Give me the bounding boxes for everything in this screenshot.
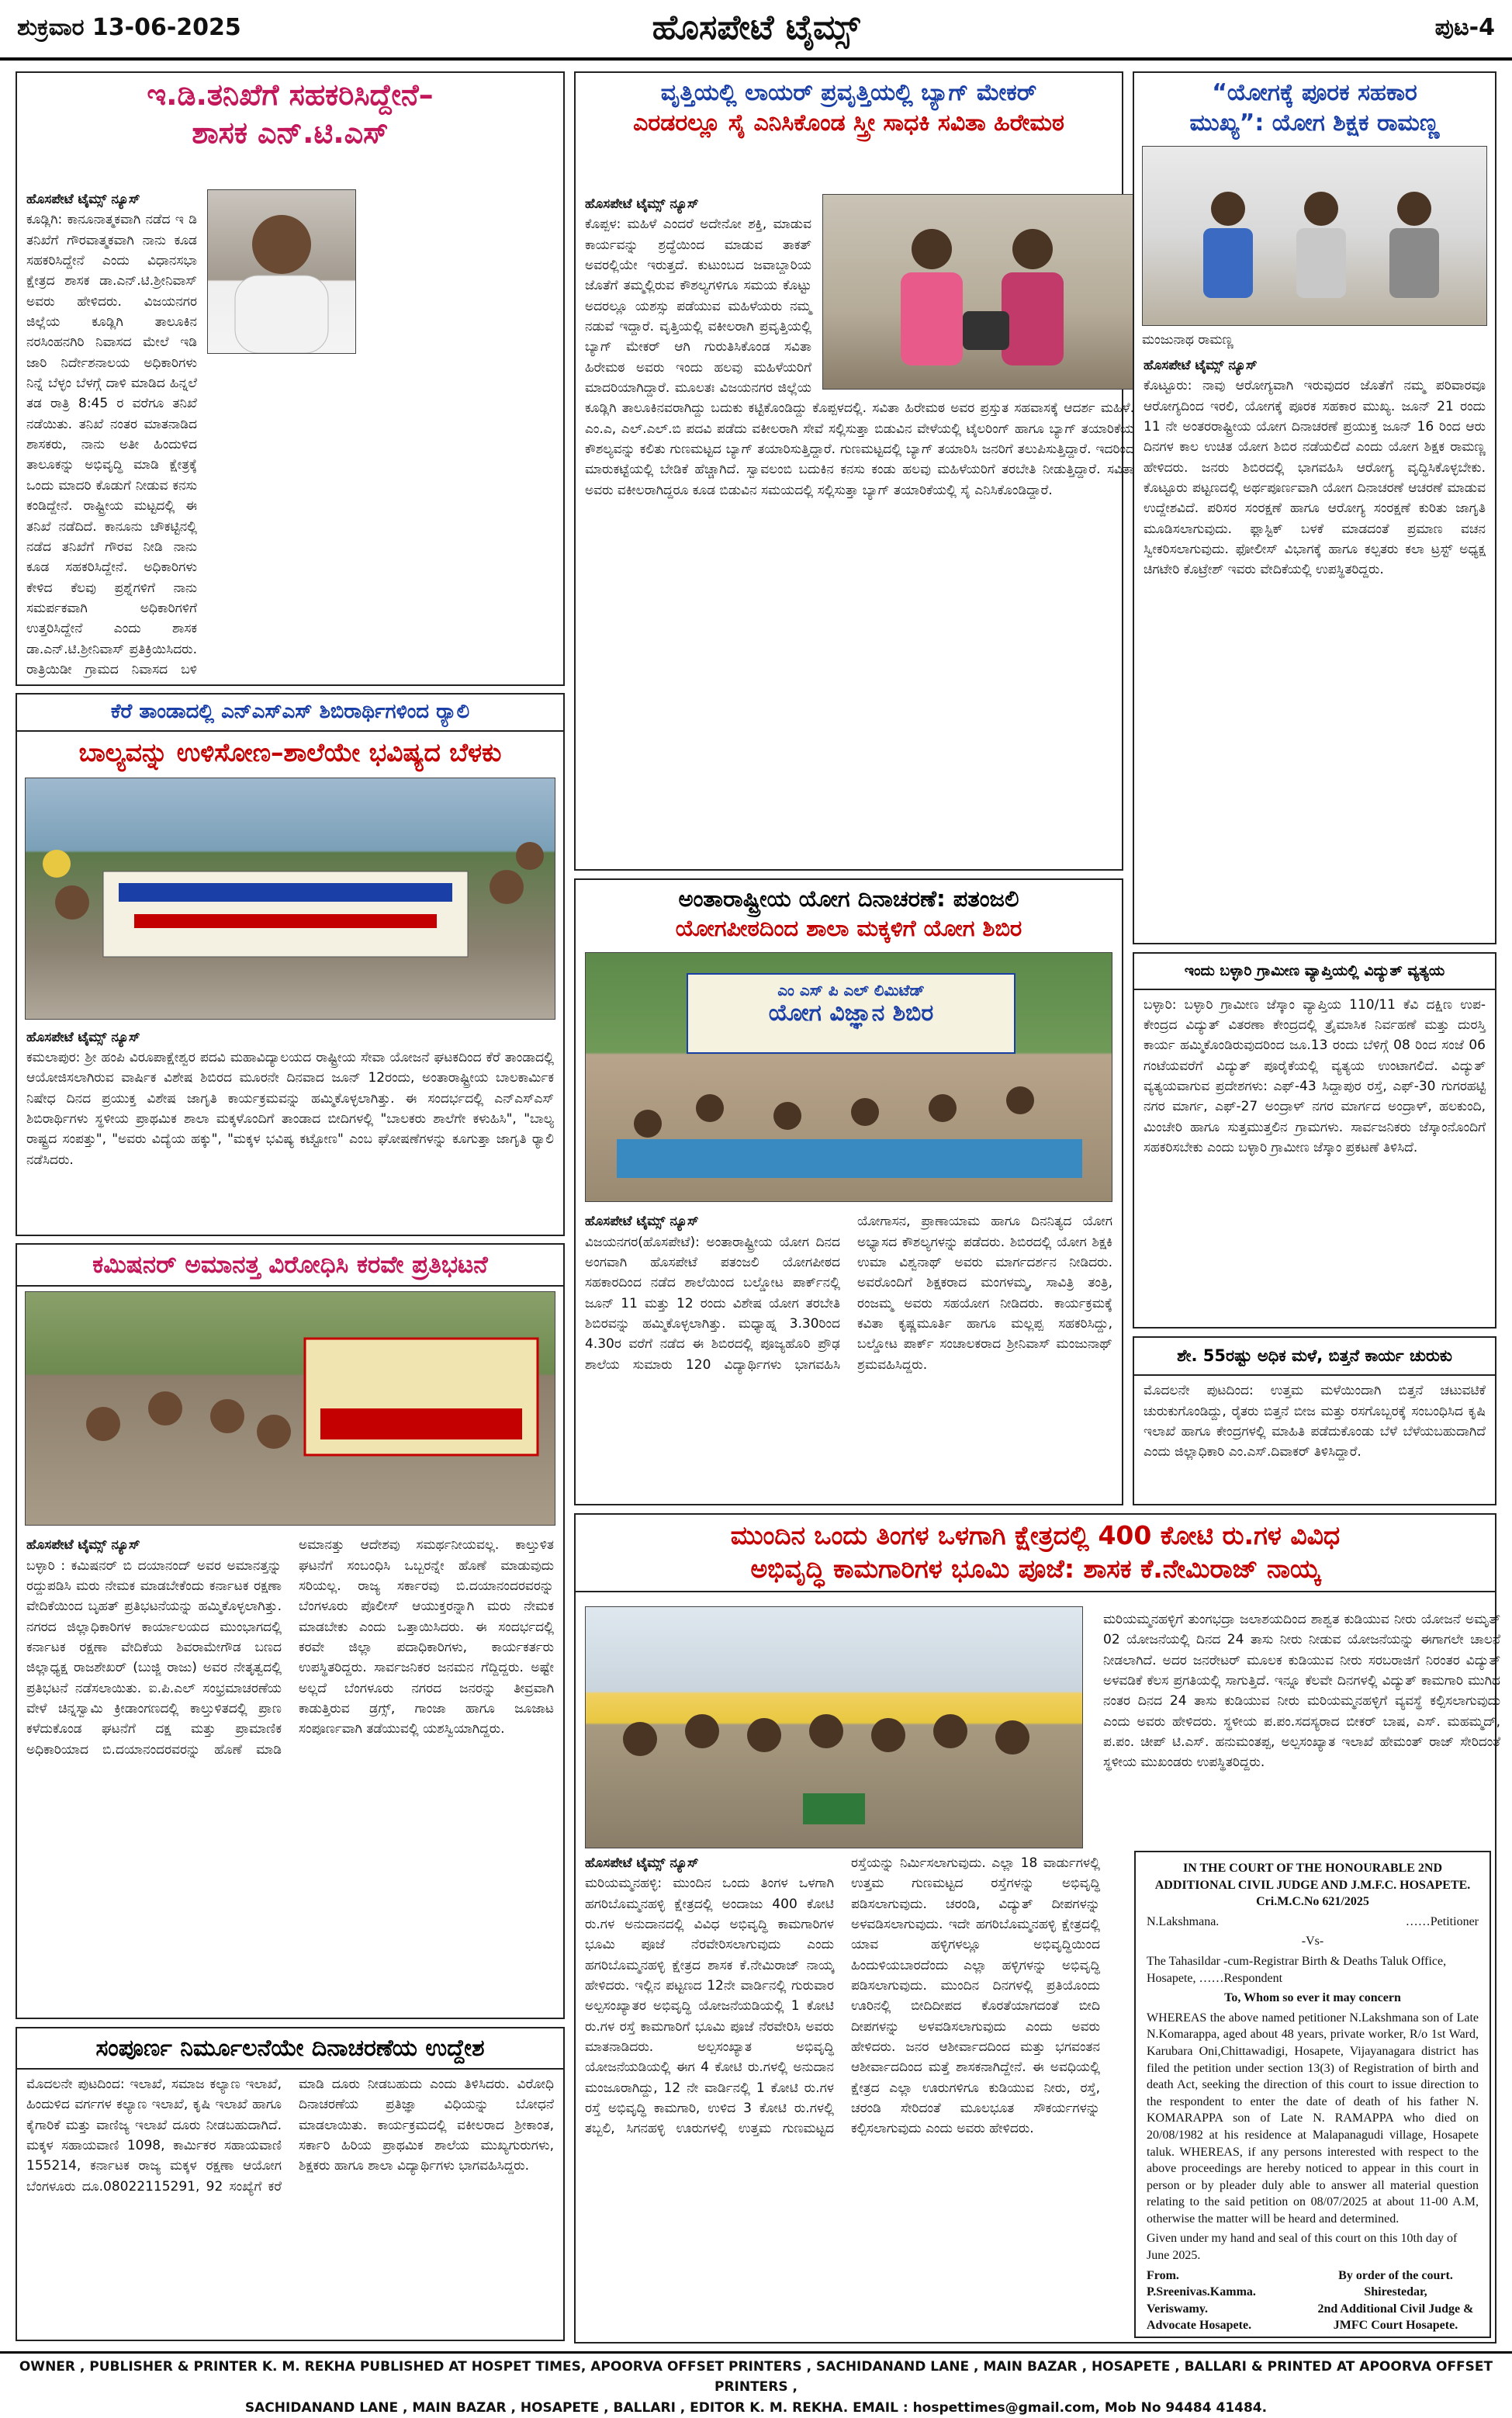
article-rainfall (1133, 1336, 1496, 1505)
photo-bhoomi-pooja (585, 1606, 1083, 1848)
headline: “ಯೋಗಕ್ಕೆ ಪೂರಕ ಸಹಕಾರ ಮುಖ್ಯ”: ಯೋಗ ಶಿಕ್ಷಕ ರಾಮಣ್ಣ (1189, 79, 1440, 137)
versus: -Vs- (1301, 1935, 1324, 1949)
headline: ವೃತ್ತಿಯಲ್ಲಿ ಲಾಯರ್ ಪ್ರವೃತ್ತಿಯಲ್ಲಿ ಬ್ಯಾಗ್ ಮೇಕರ್ ಎರಡರಲ್ಲೂ ಸೈ ಎನಿಸಿಕೊಂಡ ಸ್ತ್ರೀ ಸಾಧಕಿ ಸವಿತಾ ಹಿರೇಮಠ (633, 79, 1064, 137)
to-whom: To, Whom so ever it may concern (1224, 1991, 1401, 2005)
yoga-teacher-illustration (1143, 147, 1487, 325)
court-name: IN THE COURT OF THE HONOURABLE 2ND ADDITIONAL CIVIL JUDGE AND J.M.F.C. HOSAPETE. (1154, 1862, 1471, 1892)
article-body-left (576, 1848, 1109, 2350)
respondent-line (1147, 1953, 1479, 1987)
article-nss-rally (16, 693, 565, 1236)
notice-body: WHEREAS the above named petitioner N.Lakshmana son of Late N.Komarappa, aged about 48 years, private worker, R/o 1st Ward, Karubara Oni,Chittawadigi, Hosapete, Vijayanagara district has filed the petition under section 13(3) of Registration of birth and death Act, seeking the direction of this court to issue direction to the respondent to enter the date of death of his father N. KOMARAPPA son of Late N. RAMAPPA who died on 20/08/1982 at his residence at Malapanagudi village, Hosapete taluk. WHEREAS, if any persons interested with respect to the above proceedings are hereby noticed to appear in this court in person or by pleader duly able to answer all material question relating to the said petition on 08/07/2025 at about 11-00 A.M, otherwise the matter will be heard and determined. (1147, 2011, 1479, 2226)
article-text: ಮೊದಲನೇ ಪುಟದಿಂದ: ಉತ್ತಮ ಮಳೆಯಿಂದಾಗಿ ಬಿತ್ತನೆ ಚಟುವಟಿಕೆ ಚುರುಕುಗೊಂಡಿದ್ದು, ರೈತರು ಬಿತ್ತನೆ ಬೀಜ ಮತ್ತು ರಸಗೊಬ್ಬರಕ್ಕೆ ಸಂಬಂಧಿಸಿದ ಕೃಷಿ ಇಲಾಖೆ ಹಾಗೂ ಕೇಂದ್ರಗಳಲ್ಲಿ ಮಾಹಿತಿ ಪಡೆದುಕೊಂಡು ಬೆಳೆ ಬೆಳೆಯಬಹುದಾಗಿದೆ ಎಂದು ಜಿಲ್ಲಾಧಿಕಾರಿ ಎಂ.ಎಸ್.ದಿವಾಕರ್ ತಿಳಿಸಿದ್ದಾರೆ. (1144, 1383, 1486, 1460)
article-text-far: ಮರಿಯಮ್ಮನಹಳ್ಳಿಗೆ ತುಂಗಭದ್ರಾ ಜಲಾಶಯದಿಂದ ಶಾಶ್ವತ ಕುಡಿಯುವ ನೀರು ಯೋಜನೆ ಅಮೃತ್ 02 ಯೋಜನೆಯಲ್ಲಿ ದಿನದ 24 ತಾಸು ನೀರು ನೀಡುವ ಯೋಜನೆಯನ್ನು ಈಗಾಗಲೇ ಚಾಲನೆ ನೀಡಲಾಗಿದೆ. ಅದರ ಜನರೇಟರ್ ಮೂಲಕ ಕುಡಿಯುವ ನೀರು ಸರಬರಾಜಿಗೆ ನಿರಂತರ ವಿದ್ಯುತ್ ಅಳವಡಿಕೆ ಕೆಲಸ ಪ್ರಗತಿಯಲ್ಲಿ ಸಾಗುತ್ತಿದೆ. ಇನ್ನೂ ಕೆಲವೇ ದಿನಗಳಲ್ಲಿ ವಿದ್ಯುತ್ ಕಾಮಗಾರಿ ಮುಗಿದ ನಂತರ ದಿನದ 24 ತಾಸು ಕುಡಿಯುವ ನೀರು ಮರಿಯಮ್ಮನಹಳ್ಳಿಗೆ ವ್ಯವಸ್ಥೆ ಕಲ್ಪಿಸಲಾಗುವುದು ಎಂದು ಅವರು ಹೇಳಿದರು. ಸ್ಥಳೀಯ ಪ.ಪಂ.ಸದಸ್ಯರಾದ ಬೀಕರ್ ಬಾಷ, ಎಸ್. ಮಹಮ್ಮದ್, ಪ.ಪಂ. ಚೀಪ್ ಟಿ.ಎಸ್. ಹನುಮಂತಪ್ಪ, ಅಲ್ಪಸಂಖ್ಯಾತ ಇಲಾಖೆ ಹೇಮಂತ್ ರಾಜ್ ಸೇರಿದಂತೆ ಸ್ಥಳೀಯ ಮುಖಂಡರು ಉಪಸ್ಥಿತರಿದ್ದರು. (1103, 1612, 1500, 1771)
article-body (17, 1023, 563, 1211)
yoga-group-illustration (586, 953, 1112, 1201)
article-text: ಮೊದಲನೇ ಪುಟದಿಂದ: ಇಲಾಖೆ, ಸಮಾಜ ಕಲ್ಯಾಣ ಇಲಾಖೆ, ಹಿಂದುಳಿದ ವರ್ಗಗಳ ಕಲ್ಯಾಣ ಇಲಾಖೆ, ಕೃಷಿ ಇಲಾಖೆ ಹಾಗೂ ಕೈಗಾರಿಕೆ ಮತ್ತು ವಾಣಿಜ್ಯ ಇಲಾಖೆ ದೂರು ನೀಡಬಹುದಾಗಿದೆ. ಮಕ್ಕಳ ಸಹಾಯವಾಣಿ 1098, ಕಾರ್ಮಿಕರ ಸಹಾಯವಾಣಿ 155214, ಕರ್ನಾಟಕ ರಾಜ್ಯ ಮಕ್ಕಳ ರಕ್ಷಣಾ ಆಯೋಗ ಬೆಂಗಳೂರು ದೂ.08022115291, 92 ಸಂಖ್ಯೆಗೆ ಕರೆ ಮಾಡಿ ದೂರು ನೀಡಬಹುದು ಎಂದು ತಿಳಿಸಿದರು. ವಿರೋಧಿ ದಿನಾಚರಣೆಯ ಪ್ರತಿಜ್ಞಾ ವಿಧಿಯನ್ನು ಬೋಧನೆ ಮಾಡಲಾಯಿತು. ಕಾರ್ಯಕ್ರಮದಲ್ಲಿ ವಕೀಲರಾದ ಶ್ರೀಕಾಂತ, ಸರ್ಕಾರಿ ಹಿರಿಯ ಪ್ರಾಥಮಿಕ ಶಾಲೆಯ ಮುಖ್ಯಗುರುಗಳು, ಶಿಕ್ಷಕರು ಹಾಗೂ ಶಾಲಾ ವಿದ್ಯಾರ್ಥಿಗಳು ಭಾಗವಹಿಸಿದ್ದರು. (26, 2077, 554, 2195)
headline: ಶೇ. 55ರಷ್ಟು ಅಧಿಕ ಮಳೆ, ಬಿತ್ತನೆ ಕಾರ್ಯ ಚುರುಕು (1134, 1338, 1495, 1376)
dateline: ಹೊಸಪೇಟೆ ಟೈಮ್ಸ್ ನ್ಯೂಸ್ (585, 1855, 699, 1871)
article-power-cut (1133, 952, 1496, 1329)
ceremony-illustration (586, 1607, 1082, 1848)
article-yoga-teacher (1133, 71, 1496, 944)
article-text: ಕೂಡ್ಲಿಗಿ: ಕಾನೂನಾತ್ಮಕವಾಗಿ ನಡೆದ ಇ ಡಿ ತನಿಖೆಗೆ ಗೌರವಾತ್ಮಕವಾಗಿ ನಾನು ಕೂಡ ಸಹಕರಿಸಿದ್ದೇನೆ ಎಂದು ವಿಧಾನಸಭಾ ಕ್ಷೇತ್ರದ ಶಾಸಕ ಡಾ.ಎನ್.ಟಿ.ಶ್ರೀನಿವಾಸ್ ಅವರು ಹೇಳಿದರು. ವಿಜಯನಗರ ಜಿಲ್ಲೆಯ ಕೂಡ್ಲಿಗಿ ತಾಲೂಕಿನ ನರಸಿಂಹನಗಿರಿ ನಿವಾಸದ ಮೇಲೆ ಇಡಿ ಜಾರಿ ನಿರ್ದೇಶನಾಲಯ ಅಧಿಕಾರಿಗಳು ನಿನ್ನೆ ಬೆಳ್ಳಂ ಬೆಳಗ್ಗೆ ದಾಳಿ ಮಾಡಿದ ಹಿನ್ನಲೆ ತಡ ರಾತ್ರಿ 8:45 ರ ವರೆಗೂ ತನಿಖೆ ನಡೆಯಿತು. ತನಿಖೆ ನಂತರ ಮಾತನಾಡಿದ ಶಾಸಕರು, ನಾನು ಅತೀ ಹಿಂದುಳಿದ ತಾಲೂಕನ್ನು ಅಭಿವೃದ್ಧಿ ಮಾಡಿ ಕ್ಷೇತ್ರಕ್ಕೆ ಒಂದು ಮಾದರಿ ಕೊಡುಗೆ ನೀಡುವ ಕನಸು ಕಂಡಿದ್ದೇನೆ. ರಾಷ್ಟ್ರೀಯ ಮಟ್ಟದಲ್ಲಿ ಈ ತನಿಖೆ ನಡೆದಿದೆ. ಕಾನೂನು ಚೌಕಟ್ಟಿನಲ್ಲಿ ನಡೆದ ತನಿಖೆಗೆ ಗೌರವ ನೀಡಿ ನಾನು ಕೂಡ ಸಹಕರಿಸಿದ್ದೇನೆ. ಅಧಿಕಾರಿಗಳು ಕೇಳಿದ ಕೆಲವು ಪ್ರಶ್ನೆಗಳಿಗೆ ನಾನು ಸಮರ್ಪಕವಾಗಿ ಅಧಿಕಾರಿಗಳಿಗೆ ಉತ್ತರಿಸಿದ್ದೇನೆ ಎಂದು ಶಾಸಕ ಡಾ.ಎನ್.ಟಿ.ಶ್ರೀನಿವಾಸ್ ಪ್ರತಿಕ್ರಿಯಿಸಿದರು. ರಾತ್ರಿಯಿಡೀ ಗ್ರಾಮದ ನಿವಾಸದ ಬಳಿ (26, 212, 197, 677)
petitioner-role: ……Petitioner (1405, 1914, 1479, 1928)
article-body (1134, 351, 1495, 934)
article-commissioner-protest (16, 1243, 565, 2019)
shiresteda: Shirestedar, (1364, 2285, 1427, 2299)
kicker: ಕೆರೆ ತಾಂಡಾದಲ್ಲಿ ಎನ್‌ಎಸ್‌ಎಸ್ ಶಿಬಿರಾರ್ಥಿಗಳಿಂದ ರ್‍ಯಾಲಿ (17, 695, 563, 732)
article-text: ಮರಿಯಮ್ಮನಹಳ್ಳಿ: ಮುಂದಿನ ಒಂದು ತಿಂಗಳ ಒಳಗಾಗಿ ಹಗರಿಬೊಮ್ಮನಹಳ್ಳಿ ಕ್ಷೇತ್ರದಲ್ಲಿ ಅಂದಾಜು 400 ಕೋಟಿ ರು.ಗಳ ಅನುದಾನದಲ್ಲಿ ವಿವಿಧ ಅಭಿವೃದ್ಧಿ ಕಾಮಗಾರಿಗಳ ಭೂಮಿ ಪೂಜೆ ನೆರವೇರಿಸಲಾಗುವುದು ಎಂದು ಹಗರಿಬೊಮ್ಮನಹಳ್ಳಿ ಕ್ಷೇತ್ರದ ಶಾಸಕ ಕೆ.ನೇಮಿರಾಜ್ ನಾಯ್ಕ ಹೇಳಿದರು. ಇಲ್ಲಿನ ಪಟ್ಟಣದ 12ನೇ ವಾರ್ಡಿನಲ್ಲಿ ಗುರುವಾರ ಅಲ್ಪಸಂಖ್ಯಾತರ ಅಭಿವೃದ್ಧಿ ಯೋಜನೆಯಡಿಯಲ್ಲಿ 1 ಕೋಟಿ ರು.ಗಳ ರಸ್ತೆ ಕಾಮಗಾರಿಗೆ ಭೂಮಿ ಪೂಜೆ ನೆರವೇರಿಸಿ ಅವರು ಮಾತನಾಡಿದರು. ಅಲ್ಪಸಂಖ್ಯಾತ ಅಭಿವೃದ್ಧಿ ಯೋಜನೆಯಡಿಯಲ್ಲಿ ಈಗ 4 ಕೋಟಿ ರು.ಗಳಲ್ಲಿ ಅನುದಾನ ಮಂಜೂರಾಗಿದ್ದು, 12 ನೇ ವಾರ್ಡಿನಲ್ಲಿ 1 ಕೋಟಿ ರು.ಗಳ ರಸ್ತೆ ಅಭಿವೃದ್ಧಿ ಕಾಮಗಾರಿ, ಉಳಿದ 3 ಕೋಟಿ ರು.ಗಳಲ್ಲಿ ತಬ್ಬಲಿ, ಸಿಗನಹಳ್ಳಿ ಊರುಗಳಲ್ಲಿ ಉತ್ತಮ ಗುಣಮಟ್ಟದ ರಸ್ತೆಯನ್ನು ನಿರ್ಮಿಸಲಾಗುವುದು. (585, 1855, 986, 2137)
dateline: ಹೊಸಪೇಟೆ ಟೈಮ್ಸ್ ನ್ಯೂಸ್ (26, 1537, 140, 1554)
photo-caption: ಮಂಜುನಾಥ ರಾಮಣ್ಣ (1142, 332, 1233, 348)
case-number: Cri.M.C.No 621/2025 (1256, 1895, 1369, 1909)
article-child-labour-day (16, 2027, 565, 2341)
headline: ಅಂತಾರಾಷ್ಟ್ರೀಯ ಯೋಗ ದಿನಾಚರಣೆ: ಪತಂಜಲಿ ಯೋಗಪೀಠದಿಂದ ಶಾಲಾ ಮಕ್ಕಳಿಗೆ ಯೋಗ ಶಿಬಿರ (675, 885, 1022, 941)
banner-company: ಎಂ ಎಸ್ ಪಿ ಎಲ್ ಲಿಮಿಟೆಡ್ (777, 981, 925, 1000)
advocate-name-2: Veriswamy. (1147, 2302, 1208, 2316)
dateline: ಹೊಸಪೇಟೆ ಟೈಮ್ಸ್ ನ್ಯೂಸ್ (26, 192, 140, 207)
article-body (17, 1530, 563, 2021)
banner-title: ಯೋಗ ವಿಜ್ಞಾನ ಶಿಬಿರ (768, 999, 934, 1027)
notice-given: Given under my hand and seal of this court on this 10th day of June 2025. (1147, 2232, 1458, 2263)
dateline: ಹೊಸಪೇಟೆ ಟೈಮ್ಸ್ ನ್ಯೂಸ್ (585, 196, 699, 212)
petitioner-line (1147, 1914, 1479, 1931)
protest-illustration (26, 1292, 555, 1525)
article-ed-probe (16, 71, 565, 686)
imprint-footer (0, 2351, 1512, 2416)
headline: ಮುಂದಿನ ಒಂದು ತಿಂಗಳ ಒಳಗಾಗಿ ಕ್ಷೇತ್ರದಲ್ಲಿ 400 ಕೋಟಿ ರು.ಗಳ ವಿವಿಧ ಅಭಿವೃದ್ಧಿ ಕಾಮಗಾರಿಗಳ ಭೂಮಿ ಪೂಜೆ: ಶಾಸಕ ಕೆ.ನೇಮಿರಾಜ್ ನಾಯ್ಕ (576, 1515, 1495, 1592)
headline: ಸಂಪೂರ್ಣ ನಿರ್ಮೂಲನೆಯೇ ದಿನಾಚರಣೆಯ ಉದ್ದೇಶ (17, 2028, 563, 2070)
headline: ಕಮಿಷನರ್ ಅಮಾನತ್ತ ವಿರೋಧಿಸಿ ಕರವೇ ಪ್ರತಿಭಟನೆ (17, 1245, 563, 1287)
issue-date: ಶುಕ್ರವಾರ 13-06-2025 (17, 14, 241, 41)
advocate-name-1: P.Sreenivas.Kamma. (1147, 2285, 1256, 2299)
headline: ಇ.ಡಿ.ತನಿಖೆಗೆ ಸಹಕರಿಸಿದ್ದೇನೆ– ಶಾಸಕ ಎನ್.ಟಿ.ಎಸ್ (147, 78, 434, 151)
signature-block (1147, 2267, 1479, 2334)
article-text: ಕೊಟ್ಟೂರು: ನಾವು ಆರೋಗ್ಯವಾಗಿ ಇರುವುದರ ಜೊತೆಗೆ ನಮ್ಮ ಪರಿವಾರವೂ ಆರೋಗ್ಯದಿಂದ ಇರಲಿ, ಯೋಗಕ್ಕೆ ಪೂರಕ ಸಹಕಾರ ಮುಖ್ಯ. ಜೂನ್ 21 ರಂದು 11 ನೇ ಅಂತರರಾಷ್ಟ್ರೀಯ ಯೋಗ ದಿನಾಚರಣೆ ಪ್ರಯುಕ್ತ ಜೂನ್ 16 ರಿಂದ ಆರು ದಿನಗಳ ಕಾಲ ಉಚಿತ ಯೋಗ ಶಿಬಿರ ನಡೆಯಲಿದೆ ಎಂದು ಯೋಗ ಶಿಕ್ಷಕ ರಾಮಣ್ಣ ಹೇಳಿದರು. ಜನರು ಶಿಬಿರದಲ್ಲಿ ಭಾಗವಹಿಸಿ ಆರೋಗ್ಯ ವೃದ್ಧಿಸಿಕೊಳ್ಳಬೇಕು. ಕೊಟ್ಟೂರು ಪಟ್ಟಣದಲ್ಲಿ ಅರ್ಥಪೂರ್ಣವಾಗಿ ಯೋಗ ದಿನಾಚರಣೆ ಆಚರಣೆ ಮಾಡುವ ಉದ್ದೇಶವಿದೆ. ಪರಿಸರ ಸಂರಕ್ಷಣೆ ಹಾಗೂ ಆರೋಗ್ಯ ಸಂರಕ್ಷಣೆ ಕುರಿತು ಜಾಗೃತಿ ಮೂಡಿಸಲಾಗುವುದು. ಫ್ಲಾಸ್ಟಿಕ್ ಬಳಕೆ ಮಾಡದಂತೆ ಪ್ರಮಾಣ ವಚನ ಸ್ವೀಕರಿಸಲಾಗುವುದು. ಫೋಲೀಸ್ ವಿಭಾಗಕ್ಕೆ ಹಾಗೂ ಕಲ್ಪತರು ಕಲಾ ಟ್ರಸ್ಟ್ ಅಧ್ಯಕ್ಷ ಚಿಗಟೇರಿ ಕೊಟ್ರೇಶ್ ಇವರು ವೇದಿಕೆಯಲ್ಲಿ ಉಪಸ್ಥಿತರಿದ್ದರು. (1144, 378, 1486, 578)
photo-nss-rally (25, 778, 555, 1020)
article-text: ವಿಜಯನಗರ(ಹೊಸಪೇಟೆ): ಅಂತಾರಾಷ್ಟ್ರೀಯ ಯೋಗ ದಿನದ ಅಂಗವಾಗಿ ಹೊಸಪೇಟೆ ಪತಂಜಲಿ ಯೋಗಪೀಠದ ಸಹಕಾರದಿಂದ ನಡೆದ ಶಾಲೆಯಿಂದ ಬಲ್ಡೋಟ ಪಾರ್ಕ್‌ನಲ್ಲಿ ಜೂನ್ 11 ಮತ್ತು 12 ರಂದು ವಿಶೇಷ ಯೋಗ ತರಬೇತಿ ಶಿಬಿರವನ್ನು ಹಮ್ಮಿಕೊಳ್ಳಲಾಗಿತ್ತು. ಮಧ್ಯಾಹ್ನ 3.30ರಿಂದ 4.30ರ ವರೆಗೆ ನಡೆದ ಈ ಶಿಬಿರದಲ್ಲಿ ಪೂಜ್ಯಹೊರಿ ಪ್ರೌಢ ಶಾಲೆಯ ಸುಮಾರು 120 ವಿದ್ಯಾರ್ಥಿಗಳು ಭಾಗವಹಿಸಿ ಯೋಗಾಸನ, ಪ್ರಾಣಾಯಾಮ ಹಾಗೂ ದಿನನಿತ್ಯದ ಯೋಗ ಅಭ್ಯಾಸದ ಕೌಶಲ್ಯಗಳನ್ನು ಪಡೆದರು. ಶಿಬಿರದಲ್ಲಿ ಯೋಗ ಶಿಕ್ಷಕಿ ಉಮಾ ವಿಶ್ವನಾಥ್ ಅವರು ಮಾರ್ಗದರ್ಶನ ನೀಡಿದರು. ಅವರೊಂದಿಗೆ ಶಿಕ್ಷಕರಾದ ಮಂಗಳಮ್ಮ, ಸಾವಿತ್ರಿ ತಂತ್ರಿ, ರಂಜಮ್ಮ ಅವರು ಸಹಯೋಗ ನೀಡಿದರು. ಕಾರ್ಯಕ್ರಮಕ್ಕೆ ಕವಿತಾ ಕೃಷ್ಣಮೂರ್ತಿ ಹಾಗೂ ಮಲ್ಲಪ್ಪ ಸಹಕರಿಸಿದ್ದು, ಬಲ್ಡೋಟ ಪಾರ್ಕ್ ಸಂಚಾಲಕರಾದ ಶ್ರೀನಿವಾಸ್ ಮಂಜುನಾಥ್ ಶ್ರಮವಹಿಸಿದ್ದರು. (585, 1214, 1112, 1373)
article-body-right (1094, 1605, 1510, 1851)
court-notice (1134, 1851, 1491, 2338)
page-number: ಪುಟ-4 (1434, 14, 1495, 41)
rally-illustration (26, 778, 555, 1019)
headline: ಇಂದು ಬಳ್ಳಾರಿ ಗ್ರಾಮೀಣ ವ್ಯಾಪ್ತಿಯಲ್ಲಿ ವಿದ್ಯುತ್ ವ್ಯತ್ಯಯ (1134, 954, 1495, 990)
article-body (1134, 1376, 1495, 1502)
article-body (17, 2070, 563, 2335)
photo-yoga-teacher (1142, 146, 1487, 326)
advocate-place: Advocate Hosapete. (1147, 2319, 1252, 2333)
article-text: ಬಳ್ಳಾರಿ : ಕಮಿಷನರ್ ಬಿ ದಯಾನಂದ್ ಅವರ ಅಮಾನತ್ತನ್ನು ರದ್ದುಪಡಿಸಿ ಮರು ನೇಮಕ ಮಾಡಬೇಕೆಂದು ಕರ್ನಾಟಕ ರಕ್ಷಣಾ ವೇದಿಕೆಯಿಂದ ಬೃಹತ್ ಪ್ರತಿಭಟನೆಯನ್ನು ಹಮ್ಮಿಕೊಳ್ಳಲಾಗಿತ್ತು. ನಗರದ ಜಿಲ್ಲಾಧಿಕಾರಿಗಳ ಕಾರ್ಯಾಲಯದ ಮುಂಭಾಗದಲ್ಲಿ ಕರ್ನಾಟಕ ರಕ್ಷಣಾ ವೇದಿಕೆಯ ಶಿವರಾಮೇಗೌಡ ಬಣದ ಜಿಲ್ಲಾಧ್ಯಕ್ಷ ರಾಜಶೇಖರ್ (ಬುಜ್ಜಿ ರಾಜು) ಅವರ ನೇತೃತ್ವದಲ್ಲಿ ಪ್ರತಿಭಟನೆ ನಡೆಸಲಾಯಿತು. ಐ.ಪಿ.ಎಲ್ ಸಂಭ್ರಮಾಚರಣೆಯ ವೇಳೆ ಚಿನ್ನಸ್ವಾಮಿ ಕ್ರೀಡಾಂಗಣದಲ್ಲಿ ಕಾಲ್ತುಳಿತದಲ್ಲಿ ಪ್ರಾಣ ಕಳೆದುಕೊಂಡ ಘಟನೆಗೆ ದಕ್ಷ ಮತ್ತು ಪ್ರಾಮಾಣಿಕ ಅಧಿಕಾರಿಯಾದ ಬಿ.ದಯಾನಂದರವರನ್ನು ಹೊಣೆ ಮಾಡಿ ಅಮಾನತ್ತು ಆದೇಶವು ಸಮರ್ಥನೀಯವಲ್ಲ. ಕಾಲ್ತುಳಿತ ಘಟನೆಗೆ ಸಂಬಂಧಿಸಿ ಒಬ್ಬರನ್ನೇ ಹೊಣೆ ಮಾಡುವುದು ಸರಿಯಲ್ಲ. ರಾಜ್ಯ ಸರ್ಕಾರವು ಬಿ.ದಯಾನಂದರವರನ್ನು ಬೆಂಗಳೂರು ಪೊಲೀಸ್ ಆಯುಕ್ತರನ್ನಾಗಿ ಮರು ನೇಮಕ ಮಾಡಬೇಕು ಎಂದು ಒತ್ತಾಯಿಸಿದರು. ಈ ಸಂದರ್ಭದಲ್ಲಿ ಕರವೇ ಜಿಲ್ಲಾ ಪದಾಧಿಕಾರಿಗಳು, ಕಾರ್ಯಕರ್ತರು ಉಪಸ್ಥಿತರಿದ್ದರು. ಸಾರ್ವಜನಿಕರ ಜನಮನ ಗೆದ್ದಿದ್ದರು. ಅಷ್ಟೇ ಅಲ್ಲದೆ ಬೆಂಗಳೂರು ನಗರದ ಜನರನ್ನು ತೀವ್ರವಾಗಿ ಕಾಡುತ್ತಿರುವ ಡ್ರಗ್ಸ್, ಗಾಂಜಾ ಹಾಗೂ ಜೂಜಾಟ ಸಂಪೂರ್ಣವಾಗಿ ತಡೆಯುವಲ್ಲಿ ಯಶಸ್ವಿಯಾಗಿದ್ದರು. (26, 1537, 554, 1758)
masthead (0, 0, 1512, 61)
article-text: ಕೊಪ್ಪಳ: ಮಹಿಳೆ ಎಂದರೆ ಅದೇನೋ ಶಕ್ತಿ, ಮಾಡುವ ಕಾರ್ಯವನ್ನು ಶ್ರದ್ಧೆಯಿಂದ ಮಾಡುವ ತಾಕತ್ ಅವರಲ್ಲಿಯೇ ಇರುತ್ತದೆ. ಕುಟುಂಬದ ಜವಾಬ್ದಾರಿಯ ಜೊತೆಗೆ ತಮ್ಮಲ್ಲಿರುವ ಕೌಶಲ್ಯಗಳಿಗೂ ಸಮಯ ಕೊಟ್ಟು ಅದರಲ್ಲೂ ಯಶಸ್ಸು ಪಡೆಯುವ ಮಹಿಳೆಯರು ನಮ್ಮ ನಡುವೆ ಇದ್ದಾರೆ. ವೃತ್ತಿಯಲ್ಲಿ ವಕೀಲರಾಗಿ ಪ್ರವೃತ್ತಿಯಲ್ಲಿ ಬ್ಯಾಗ್ ಮೇಕರ್ ಆಗಿ ಗುರುತಿಸಿಕೊಂಡ ಸವಿತಾ ಹಿರೇಮಠ ಅವರು ಇಂದು ಹಲವು ಮಹಿಳೆಯರಿಗೆ ಮಾದರಿಯಾಗಿದ್ದಾರೆ. ಮೂಲತಃ ವಿಜಯನಗರ ಜಿಲ್ಲೆಯ ಕೂಡ್ಲಿಗಿ ತಾಲೂಕಿನವರಾಗಿದ್ದು ಬದುಕು ಕಟ್ಟಿಕೊಂಡಿದ್ದು ಕೊಪ್ಪಳದಲ್ಲಿ. ಸವಿತಾ ಹಿರೇಮಠ ಅವರ ಪ್ರಸ್ತುತ ಸಹವಾಸಕ್ಕೆ ಆದರ್ಶ ಮಹಿಳೆ. ಎಂ.ಎ, ಎಲ್.ಎಲ್.ಬಿ ಪದವಿ ಪಡೆದು ವಕೀಲರಾಗಿ ಸೇವೆ ಸಲ್ಲಿಸುತ್ತಾ ಬಿಡುವಿನ ವೇಳೆಯಲ್ಲಿ ಟೈಲರಿಂಗ್ ಹಾಗೂ ಬ್ಯಾಗ್ ತಯಾರಿಕೆಯ ಕೌಶಲ್ಯವನ್ನು ಕಲಿತು ಗುಣಮಟ್ಟದ ಬ್ಯಾಗ್ ತಯಾರಿಸುತ್ತಿದ್ದಾರೆ. ಗುಣಮಟ್ಟದಲ್ಲಿ ಬ್ಯಾಗ್ ತಯಾರಿಸಿ ಜನರಿಗೆ ತಲುಪಿಸುತ್ತಿದ್ದಾರೆ. ಇದರಿಂದ ಮಾರುಕಟ್ಟೆಯಲ್ಲಿ ಬೇಡಿಕೆ ಹೆಚ್ಚಾಗಿದೆ. ಸ್ವಾವಲಂಬಿ ಬದುಕಿನ ಕನಸು ಕಂಡು ಹಲವು ಮಹಿಳೆಯರಿಗೆ ತರಬೇತಿ ನೀಡುತ್ತಿದ್ದಾರೆ. ಸವಿತಾ ಅವರು ವಕೀಲರಾಗಿದ್ದರೂ ಕೂಡ ಬಿಡುವಿನ ಸಮಯದಲ್ಲಿ ಸಲ್ಲಿಸುತ್ತಾ ಬ್ಯಾಗ್ ತಯಾರಿಕೆಯಲ್ಲಿ ಸೈ ಎನಿಸಿಕೊಂಡಿದ್ದಾರೆ. (585, 217, 1134, 498)
judge-designation: 2nd Additional Civil Judge & JMFC Court Hosapete. (1317, 2302, 1474, 2333)
article-body (1134, 990, 1495, 1325)
article-body (576, 1207, 1122, 1497)
dateline: ಹೊಸಪೇಟೆ ಟೈಮ್ಸ್ ನ್ಯೂಸ್ (26, 1029, 140, 1045)
photo-yoga-camp (585, 952, 1112, 1202)
article-text: ಬಳ್ಳಾರಿ: ಬಳ್ಳಾರಿ ಗ್ರಾಮೀಣ ಜೆಸ್ಕಾಂ ವ್ಯಾಪ್ತಿಯ 110/11 ಕೆವಿ ದಕ್ಷಿಣ ಉಪ-ಕೇಂದ್ರದ ವಿದ್ಯುತ್ ವಿತರಣಾ ಕೇಂದ್ರದಲ್ಲಿ ತ್ರೈಮಾಸಿಕ ನಿರ್ವಹಣೆ ಮತ್ತು ದುರಸ್ತಿ ಕಾರ್ಯ ಹಮ್ಮಿಕೊಂಡಿರುವುದರಿಂದ ಜೂ.13 ರಂದು ಬೆಳಿಗ್ಗೆ 08 ರಿಂದ ಸಂಜೆ 06 ಗಂಟೆಯವರೆಗೆ ವಿದ್ಯುತ್ ಪೂರೈಕೆಯಲ್ಲಿ ವ್ಯತ್ಯಯ ಉಂಟಾಗಲಿದೆ. ವಿದ್ಯುತ್ ವ್ಯತ್ಯಯವಾಗುವ ಪ್ರದೇಶಗಳು: ಎಫ್-43 ಸಿದ್ದಾಪುರ ರಸ್ತೆ, ಎಫ್-30 ಗುಗರಹಟ್ಟಿ ನಗರ ಮಾರ್ಗ, ಎಫ್-27 ಅಂದ್ರಾಳ್ ನಗರ ಮಾರ್ಗದ ಅಂದ್ರಾಳ್, ಹಲಕುಂದಿ, ಮಿಂಚೇರಿ ಹಾಗೂ ಸುತ್ತಮುತ್ತಲಿನ ಗ್ರಾಮಗಳು. ಸಾರ್ವಜನಿಕರು ಜೆಸ್ಕಾಂನೊಂದಿಗೆ ಸಹಕರಿಸಬೇಕು ಎಂದು ಬಳ್ಳಾರಿ ಗ್ರಾಮೀಣ ಜೆಸ್ಕಾಂ ಪ್ರಕಟಣೆ ತಿಳಿಸಿದೆ. (1144, 996, 1486, 1156)
headline: ಬಾಲ್ಯವನ್ನು ಉಳಿಸೋಣ–ಶಾಲೆಯೇ ಭವಿಷ್ಯದ ಬೆಳಕು (78, 736, 502, 767)
newspaper-title: ಹೊಸಪೇಟೆ ಟೈಮ್ಸ್ (652, 8, 860, 47)
article-lawyer-bag-maker (574, 71, 1134, 871)
dateline: ಹೊಸಪೇಟೆ ಟೈಮ್ಸ್ ನ್ಯೂಸ್ (585, 1214, 699, 1230)
dateline: ಹೊಸಪೇಟೆ ಟೈಮ್ಸ್ ನ್ಯೂಸ್ (1144, 358, 1258, 373)
article-yoga-camp (574, 878, 1123, 1505)
imprint-line-2: SACHIDANAND LANE , MAIN BAZAR , HOSAPETE , BALLARI , EDITOR K. M. REKHA. EMAIL : hospettimes@gmail.com, Mob No 94484 41484. (244, 2399, 1268, 2416)
article-text: ಕಮಲಾಪುರ: ಶ್ರೀ ಹಂಪಿ ವಿರೂಪಾಕ್ಷೇಶ್ವರ ಪದವಿ ಮಹಾವಿದ್ಯಾಲಯದ ರಾಷ್ಟ್ರೀಯ ಸೇವಾ ಯೋಜನೆ ಘಟಕದಿಂದ ಕೆರೆ ತಾಂಡಾದಲ್ಲಿ ಆಯೋಜಿಸಲಾಗಿರುವ ವಾರ್ಷಿಕ ವಿಶೇಷ ಶಿಬಿರದ ಮೂರನೇ ದಿನವಾದ ಜೂನ್ 12ರಂದು, ಅಂತಾರಾಷ್ಟ್ರೀಯ ಬಾಲಕಾರ್ಮಿಕ ನಿಷೇಧ ದಿನದ ಪ್ರಯುಕ್ತ ವಿಶೇಷ ಜಾಗೃತಿ ಕಾರ್ಯಕ್ರಮವನ್ನು ಹಮ್ಮಿಕೊಳ್ಳಲಾಗಿತ್ತು. ಈ ಸಂದರ್ಭದಲ್ಲಿ ಎನ್‌ಎಸ್‌ಎಸ್ ಶಿಬಿರಾರ್ಥಿಗಳು ಸ್ಥಳೀಯ ಪ್ರಾಥಮಿಕ ಶಾಲಾ ಮಕ್ಕಳೊಂದಿಗೆ ತಾಂಡಾದ ಬೀದಿಗಳಲ್ಲಿ "ಬಾಲಕರು ಶಾಲೆಗೇ ಕಳುಹಿಸಿ", "ಬಾಲ್ಯ ರಾಷ್ಟ್ರದ ಸಂಪತ್ತು", "ಅವರು ವಿದ್ಯೆಯ ಹಕ್ಕು", "ಮಕ್ಕಳ ಭವಿಷ್ಯ ಕಟ್ಟೋಣ" ಎಂಬ ಘೋಷಣೆಗಳನ್ನು ಕೂಗುತ್ತಾ ಜಾಗೃತಿ ರ್‍ಯಾಲಿ ನಡೆಸಿದರು. (26, 1050, 554, 1168)
respondent-name: The Tahasildar -cum-Registrar Birth & Deaths Taluk Office, Hosapete, (1147, 1954, 1447, 1985)
from-label: From. (1147, 2268, 1179, 2282)
respondent-role: ……Respondent (1199, 1971, 1283, 1985)
by-order: By order of the court. (1338, 2268, 1453, 2282)
article-body (17, 189, 585, 683)
petitioner-name: N.Lakshmana. (1147, 1914, 1220, 1928)
article-body (576, 189, 1144, 878)
photo-protest (25, 1291, 555, 1526)
bag-maker-illustration (823, 195, 1133, 389)
photo-savita-hiremath (822, 194, 1134, 390)
imprint-line-1: OWNER , PUBLISHER & PRINTER K. M. REKHA PUBLISHED AT HOSPET TIMES, APOORVA OFFSET PRINTERS , SACHIDANAND LANE , MAIN BAZAR , HOSAPETE , BALLARI & PRINTED AT APOORVA OFFSET PRINTERS , (19, 2359, 1493, 2395)
article-text-continued: ಎಲ್ಲಾ 18 ವಾರ್ಡುಗಳಲ್ಲಿ ಉತ್ತಮ ಗುಣಮಟ್ಟದ ರಸ್ತೆಗಳನ್ನು ಅಭಿವೃದ್ಧಿ ಪಡಿಸಲಾಗುವುದು. ಚರಂಡಿ, ವಿದ್ಯುತ್ ದೀಪಗಳನ್ನು ಅಳವಡಿಸಲಾಗುವುದು. ಇದೇ ಹಗರಿಬೊಮ್ಮನಹಳ್ಳಿ ಕ್ಷೇತ್ರದಲ್ಲಿ ಯಾವ ಹಳ್ಳಿಗಳಲ್ಲೂ ಅಭಿವೃದ್ಧಿಯಿಂದ ಹಿಂದುಳಿಯಬಾರದೆಂದು ಎಲ್ಲಾ ಹಳ್ಳಿಗಳನ್ನು ಅಭಿವೃದ್ಧಿ ಪಡಿಸಲಾಗುವುದು. ಮುಂದಿನ ದಿನಗಳಲ್ಲಿ ಪ್ರತಿಯೊಂದು ಊರಿನಲ್ಲಿ ಬೀದಿದೀಪದ ಕೊರತೆಯಾಗದಂತೆ ಬೀದಿ ದೀಪಗಳನ್ನು ಅಳವಡಿಸಲಾಗುವುದು ಎಂದು ಅವರು ಹೇಳಿದರು. ಜನರ ಆಶೀರ್ವಾದದಿಂದ ಮತ್ತು ಭಗವಂತನ ಆಶೀರ್ವಾದದಿಂದ ಮತ್ತೆ ಶಾಸಕನಾಗಿದ್ದೇನೆ. ಈ ಅವಧಿಯಲ್ಲಿ ಕ್ಷೇತ್ರದ ಎಲ್ಲಾ ಊರುಗಳಿಗೂ ಕುಡಿಯುವ ನೀರು, ರಸ್ತೆ, ಚರಂಡಿ ಸೇರಿದಂತೆ ಮೂಲಭೂತ ಸೌಕರ್ಯಗಳನ್ನು ಕಲ್ಪಿಸಲಾಗುವುದು ಎಂದು ಅವರು ಹೇಳಿದರು. (851, 1855, 1100, 2137)
